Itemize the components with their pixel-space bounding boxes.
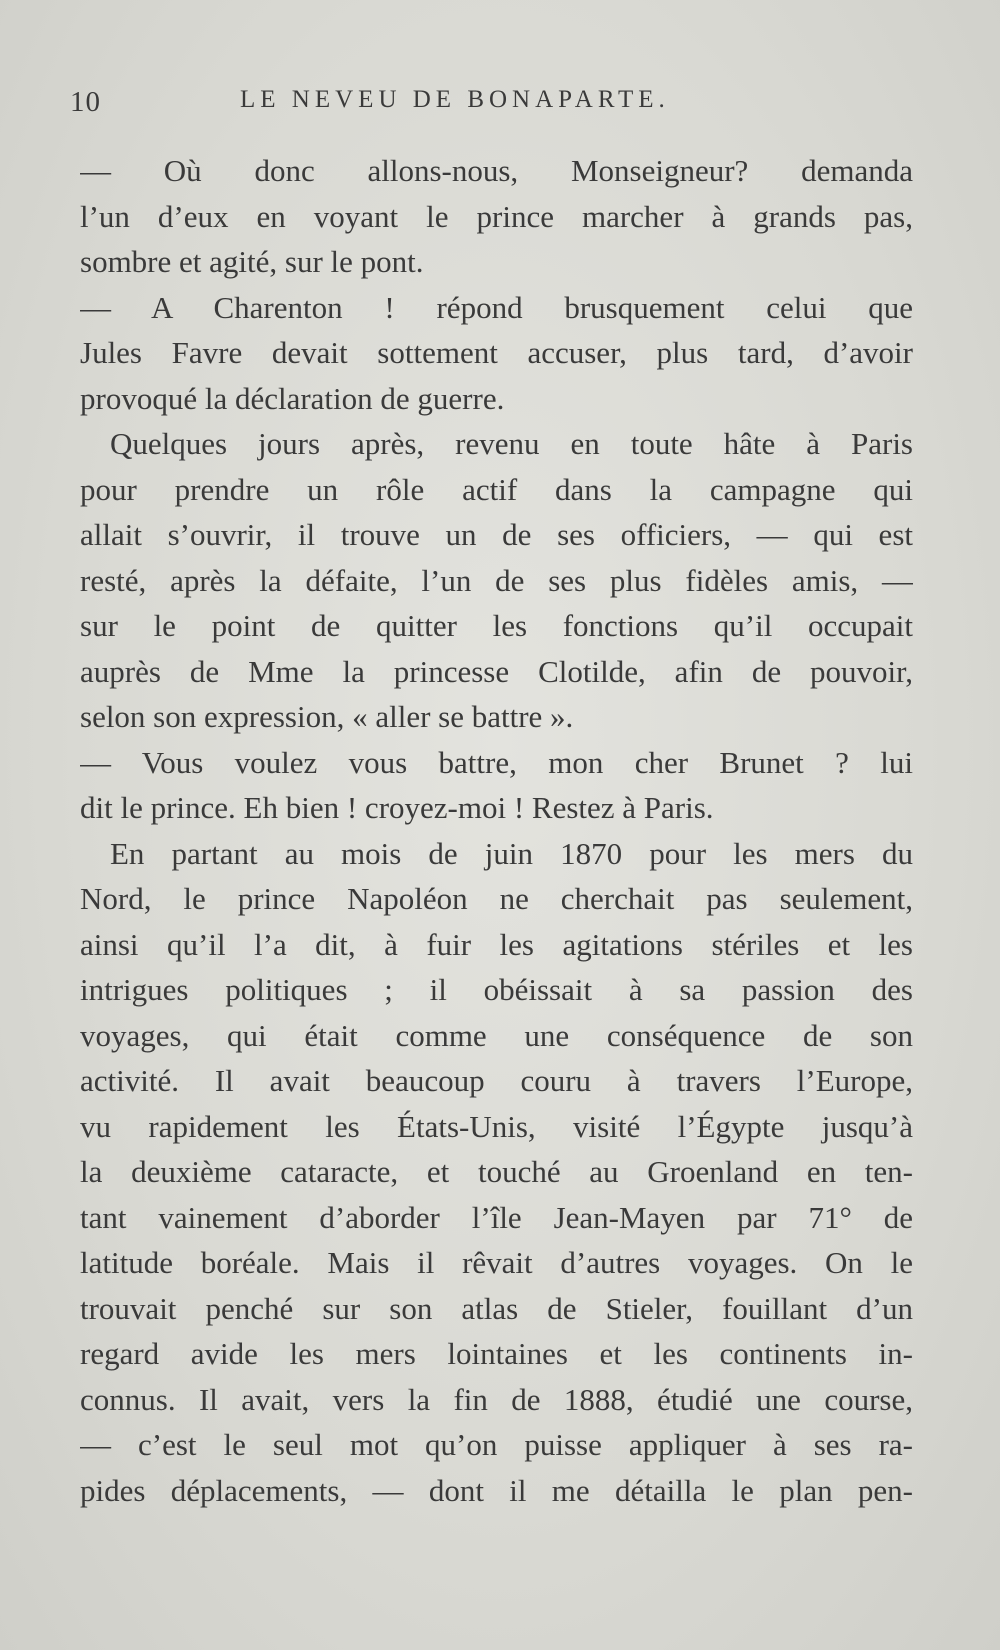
text-line: latitude boréale. Mais il rêvait d’autres voyages. On le: [80, 1245, 913, 1280]
body-text: [80, 148, 913, 1513]
text-line: sur le point de quitter les fonctions qu’il occupait: [80, 608, 913, 643]
page-header: [70, 86, 910, 122]
text-line: activité. Il avait beaucoup couru à travers l’Europe,: [80, 1063, 913, 1098]
text-line: ainsi qu’il l’a dit, à fuir les agitations stériles et les: [80, 926, 913, 962]
text-line: provoqué la déclaration de guerre.: [80, 380, 505, 416]
text-line: selon son expression, « aller se battre ».: [80, 699, 574, 734]
text-line: — Vous voulez vous battre, mon cher Brunet ? lui: [80, 744, 913, 780]
text-line: trouvait penché sur son atlas de Stieler, fouillant d’un: [80, 1290, 913, 1326]
text-line: dit le prince. Eh bien ! croyez-moi ! Restez à Paris.: [80, 790, 714, 825]
text-line: sombre et agité, sur le pont.: [80, 244, 424, 279]
running-title: LE NEVEU DE BONAPARTE.: [240, 86, 670, 113]
text-line: la deuxième cataracte, et touché au Groenland en ten-: [80, 1154, 913, 1189]
text-line: Quelques jours après, revenu en toute hâte à Paris: [110, 426, 913, 461]
text-line: tant vainement d’aborder l’île Jean-Mayen par 71° de: [80, 1199, 913, 1235]
text-line: pour prendre un rôle actif dans la campagne qui: [80, 471, 913, 507]
text-line: voyages, qui était comme une conséquence de son: [80, 1017, 913, 1053]
text-line: vu rapidement les États-Unis, visité l’Égypte jusqu’à: [80, 1108, 913, 1144]
text-line: auprès de Mme la princesse Clotilde, afin de pouvoir,: [80, 653, 913, 689]
text-line: connus. Il avait, vers la fin de 1888, étudié une course,: [80, 1381, 913, 1417]
text-line: regard avide les mers lointaines et les continents in-: [80, 1336, 913, 1371]
text-line: Nord, le prince Napoléon ne cherchait pas seulement,: [80, 881, 913, 916]
text-line: pides déplacements, — dont il me détailla le plan pen-: [80, 1472, 913, 1508]
text-line: resté, après la défaite, l’un de ses plus fidèles amis, —: [80, 562, 913, 598]
text-line: — A Charenton ! répond brusquement celui que: [80, 289, 913, 325]
text-line: intrigues politiques ; il obéissait à sa passion des: [80, 972, 913, 1007]
text-line: l’un d’eux en voyant le prince marcher à grands pas,: [80, 198, 913, 234]
text-line: En partant au mois de juin 1870 pour les mers du: [110, 835, 913, 871]
text-line: — c’est le seul mot qu’on puisse appliquer à ses ra-: [80, 1427, 913, 1462]
text-line: Jules Favre devait sottement accuser, plus tard, d’avoir: [80, 335, 913, 370]
text-line: — Où donc allons-nous, Monseigneur? demanda: [80, 153, 913, 188]
page-number: 10: [70, 86, 101, 118]
text-line: allait s’ouvrir, il trouve un de ses officiers, — qui est: [80, 517, 913, 552]
